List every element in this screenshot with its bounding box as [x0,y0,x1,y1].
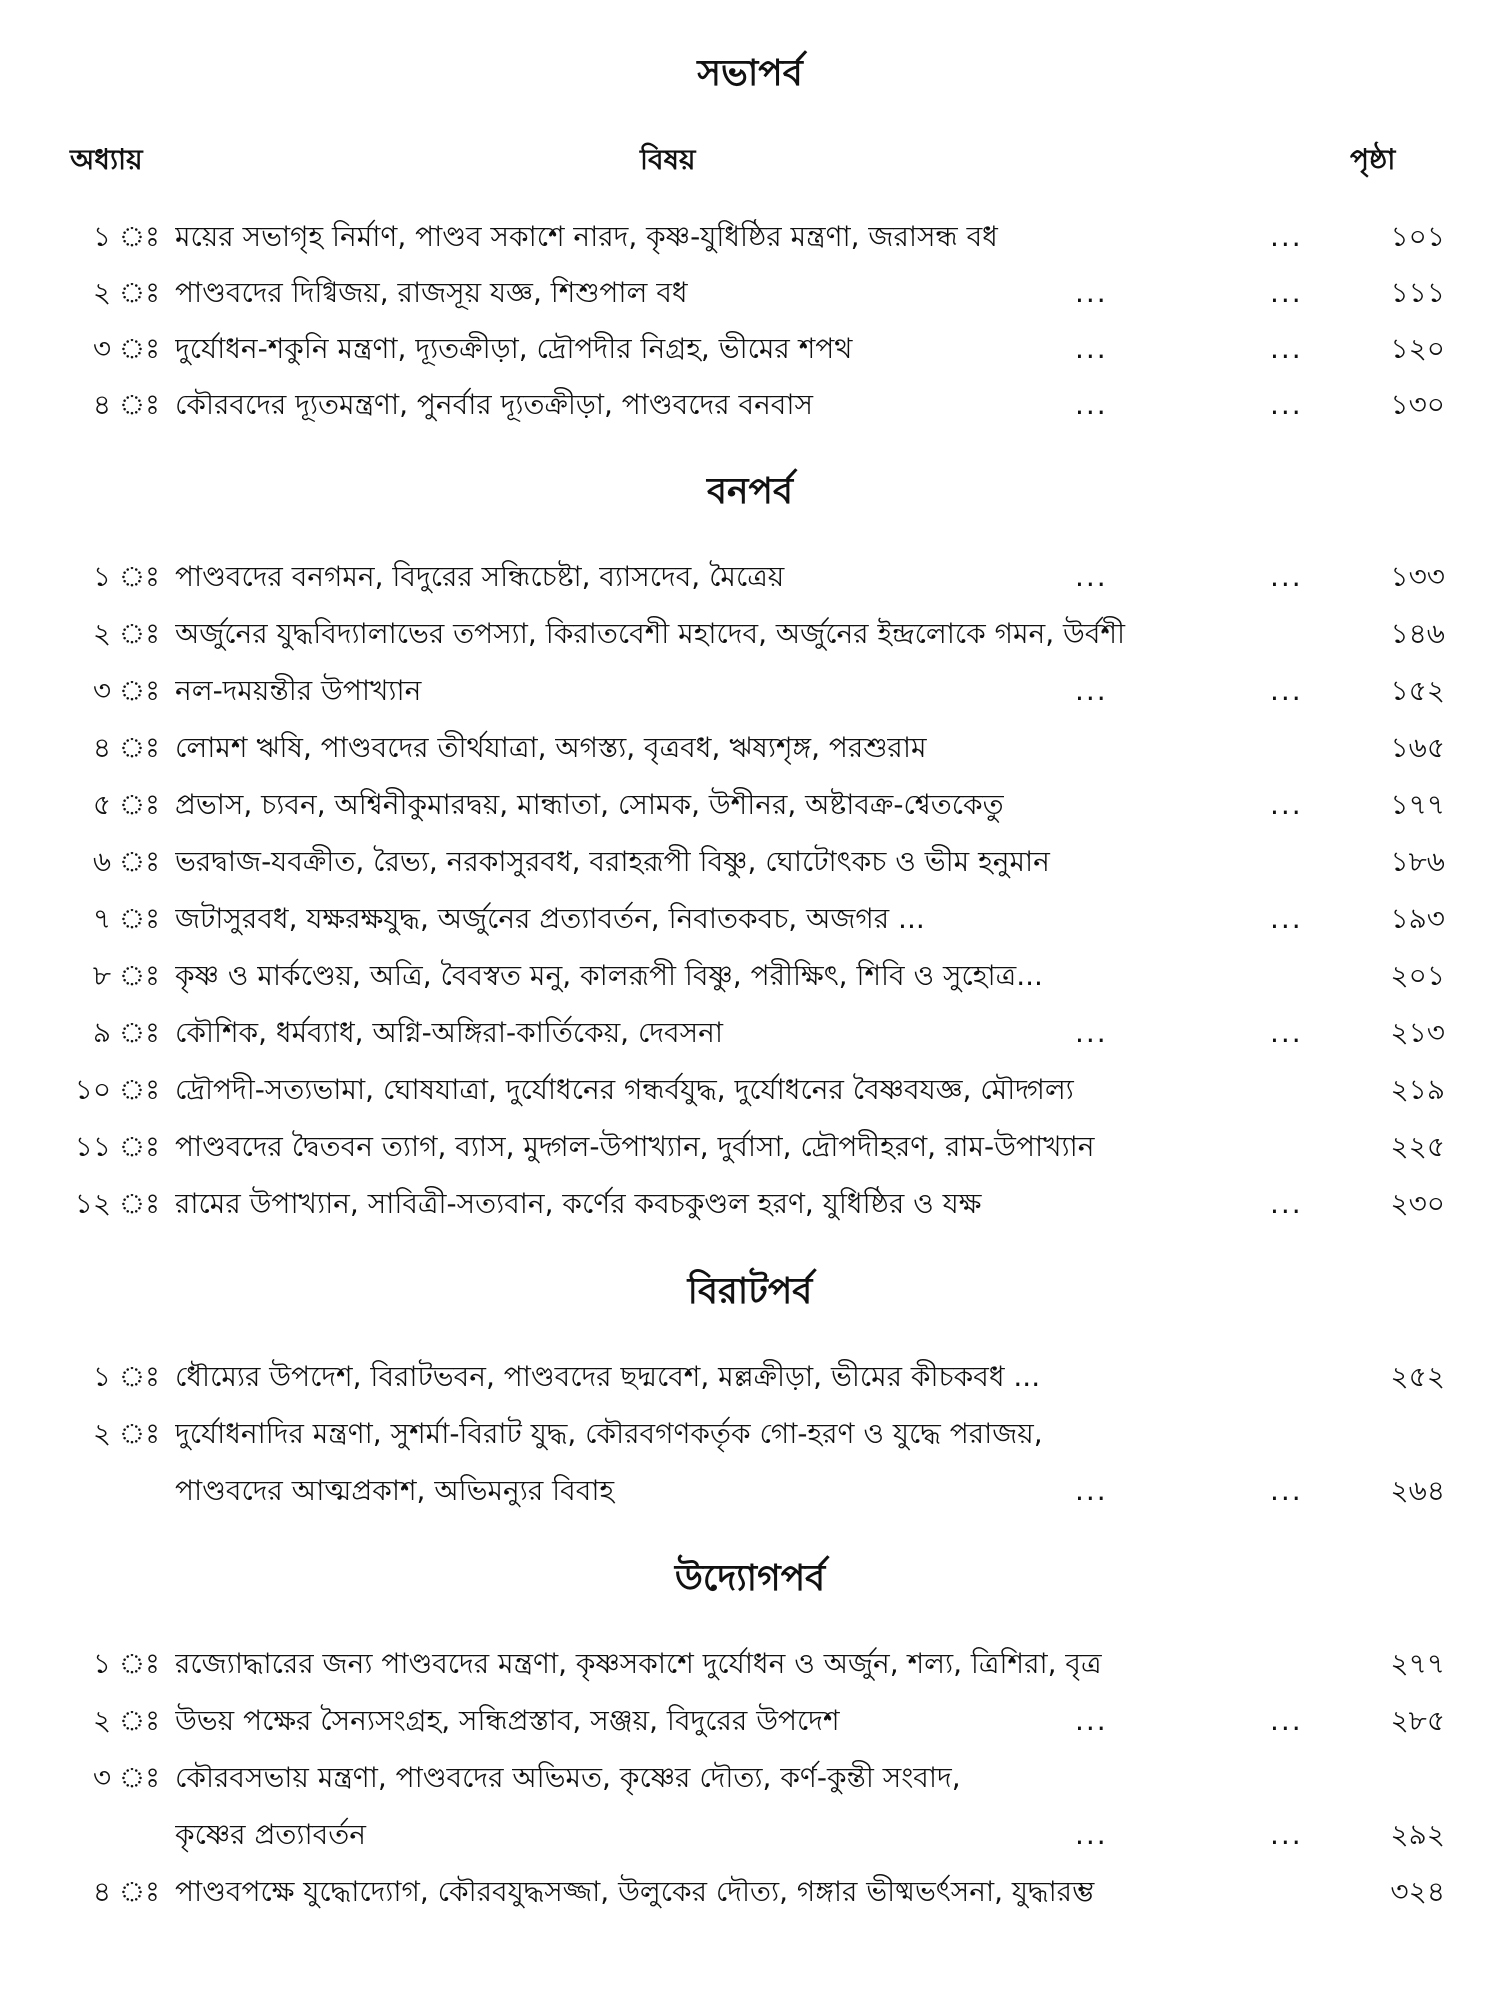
leader-dots: ... [1270,1474,1303,1507]
chapter-subject: পাণ্ডবদের দ্বৈতবন ত্যাগ, ব্যাস, মুদ্গল-উপাখ্যান, দুর্বাসা, দ্রৌপদীহরণ, রাম-উপাখ্যান [175,1130,1095,1163]
chapter-number: ৮ ঃ [92,959,160,992]
chapter-subject: প্রভাস, চ্যবন, অশ্বিনীকুমারদ্বয়, মান্ধাতা, সোমক, উশীনর, অষ্টাবক্র-শ্বেতকেতু [175,788,1004,821]
chapter-subject: ধৌম্যের উপদেশ, বিরাটভবন, পাণ্ডবদের ছদ্মবেশ, মল্লক্রীড়া, ভীমের কীচকবধ ... [175,1360,1041,1393]
leader-dots: ... [1270,220,1303,253]
page-number: ২০১ [1390,959,1445,992]
page-number: ১০১ [1390,220,1445,253]
leader-dots: ... [1270,788,1303,821]
chapter-number: ১ ঃ [92,1647,160,1680]
page-number: ১৭৭ [1390,788,1445,821]
chapter-subject: কৌশিক, ধর্মব্যাধ, অগ্নি-অঙ্গিরা-কার্তিকেয়, দেবসনা [175,1016,723,1049]
chapter-number: ৬ ঃ [92,845,160,878]
page-number: ২২৫ [1390,1130,1445,1163]
leader-dots: ... [1270,1187,1303,1220]
chapter-number: ৪ ঃ [92,1875,160,1908]
toc-entry-continuation [0,1466,1500,1516]
chapter-number: ৯ ঃ [92,1016,160,1049]
toc-entry [0,723,1500,773]
leader-dots: ... [1075,276,1108,309]
leader-dots: ... [1075,332,1108,365]
chapter-number: ৪ ঃ [92,731,160,764]
toc-entry [0,894,1500,944]
chapter-number: ৩ ঃ [92,1761,160,1794]
chapter-subject: ভরদ্বাজ-যবক্রীত, রৈভ্য, নরকাসুরবধ, বরাহরূপী বিষ্ণু, ঘোটোৎকচ ও ভীম হনুমান [175,845,1050,878]
chapter-subject: লোমশ ঋষি, পাণ্ডবদের তীর্থযাত্রা, অগস্ত্য, বৃত্রবধ, ঋষ্যশৃঙ্গ, পরশুরাম [175,731,927,764]
page-number: ২১৯ [1390,1073,1445,1106]
leader-dots: ... [1270,674,1303,707]
chapter-number: ৩ ঃ [92,674,160,707]
chapter-subject: রজ্যোদ্ধারের জন্য পাণ্ডবদের মন্ত্রণা, কৃষ্ণসকাশে দুর্যোধন ও অর্জুন, শল্য, ত্রিশিরা, বৃত্র [175,1647,1102,1680]
chapter-number: ২ ঃ [92,617,160,650]
toc-entry [0,324,1500,374]
page-number: ১৬৫ [1390,731,1445,764]
toc-entry [0,1352,1500,1402]
toc-entry [0,780,1500,830]
toc-entry [0,1753,1500,1803]
chapter-number: ১ ঃ [92,220,160,253]
page-number: ১৩৩ [1390,560,1445,593]
chapter-subject: দ্রৌপদী-সত্যভামা, ঘোষযাত্রা, দুর্যোধনের গন্ধর্বযুদ্ধ, দুর্যোধনের বৈষ্ণবযজ্ঞ, মৌদ্গল্য [175,1073,1074,1106]
page-number: ২৮৫ [1390,1704,1445,1737]
chapter-subject: পাণ্ডবদের বনগমন, বিদুরের সন্ধিচেষ্টা, ব্যাসদেব, মৈত্রেয় [175,560,785,593]
chapter-number: ১১ ঃ [74,1130,160,1163]
chapter-number: ৭ ঃ [92,902,160,935]
chapter-subject: কৃষ্ণ ও মার্কণ্ডেয়, অত্রি, বৈবস্বত মনু, কালরূপী বিষ্ণু, পরীক্ষিৎ, শিবি ও সুহোত্র... [175,959,1043,992]
page-number: ২৫২ [1390,1360,1445,1393]
chapter-subject: জটাসুরবধ, যক্ষরক্ষযুদ্ধ, অর্জুনের প্রত্যাবর্তন, নিবাতকবচ, অজগর ... [175,902,925,935]
page-number: ১৪৬ [1390,617,1445,650]
chapter-subject: কৌরবদের দ্যূতমন্ত্রণা, পুনর্বার দ্যূতক্রীড়া, পাণ্ডবদের বনবাস [175,388,813,421]
chapter-subject: পাণ্ডবপক্ষে যুদ্ধোদ্যোগ, কৌরবযুদ্ধসজ্জা, উলুকের দৌত্য, গঙ্গার ভীষ্মভর্ৎসনা, যুদ্ধারম্ভ [175,1875,1095,1908]
section-title-udyogaparva: উদ্যোগপর্ব [674,1558,826,1599]
leader-dots: ... [1270,1818,1303,1851]
chapter-subject: ময়ের সভাগৃহ নির্মাণ, পাণ্ডব সকাশে নারদ, কৃষ্ণ-যুধিষ্ঠির মন্ত্রণা, জরাসন্ধ বধ [175,220,998,253]
column-header-chapter: অধ্যায় [70,143,143,176]
leader-dots: ... [1075,1016,1108,1049]
leader-dots: ... [1075,1474,1108,1507]
toc-entry [0,1122,1500,1172]
leader-dots: ... [1270,1016,1303,1049]
toc-entry [0,552,1500,602]
page-number: ২৯২ [1390,1818,1445,1851]
chapter-subject: কৃষ্ণের প্রত্যাবর্তন [175,1818,366,1851]
chapter-subject: কৌরবসভায় মন্ত্রণা, পাণ্ডবদের অভিমত, কৃষ্ণের দৌত্য, কর্ণ-কুন্তী সংবাদ, [175,1761,961,1794]
toc-entry [0,837,1500,887]
page-number: ১২০ [1390,332,1445,365]
page-number: ৩২৪ [1390,1875,1445,1908]
leader-dots: ... [1270,332,1303,365]
chapter-subject: দুর্যোধনাদির মন্ত্রণা, সুশর্মা-বিরাট যুদ্ধ, কৌরবগণকর্তৃক গো-হরণ ও যুদ্ধে পরাজয়, [175,1417,1043,1450]
toc-entry [0,268,1500,318]
chapter-number: ৩ ঃ [92,332,160,365]
leader-dots: ... [1075,560,1108,593]
toc-entry [0,1696,1500,1746]
chapter-subject: রামের উপাখ্যান, সাবিত্রী-সত্যবান, কর্ণের কবচকুণ্ডল হরণ, যুধিষ্ঠির ও যক্ষ [175,1187,982,1220]
leader-dots: ... [1075,388,1108,421]
leader-dots: ... [1075,1704,1108,1737]
page-number: ২১৩ [1390,1016,1445,1049]
page-number: ২৭৭ [1390,1647,1445,1680]
chapter-subject: দুর্যোধন-শকুনি মন্ত্রণা, দ্যূতক্রীড়া, দ্রৌপদীর নিগ্রহ, ভীমের শপথ [175,332,853,365]
chapter-number: ২ ঃ [92,1704,160,1737]
page-number: ১৩০ [1390,388,1445,421]
chapter-subject: অর্জুনের যুদ্ধবিদ্যালাভের তপস্যা, কিরাতবেশী মহাদেব, অর্জুনের ইন্দ্রলোকে গমন, উর্বশী [175,617,1126,650]
page-number: ২৬৪ [1390,1474,1445,1507]
chapter-number: ৪ ঃ [92,388,160,421]
toc-entry [0,951,1500,1001]
toc-entry [0,666,1500,716]
section-title-banaparva: বনপর্ব [707,471,793,512]
toc-entry [0,380,1500,430]
chapter-number: ১০ ঃ [74,1073,160,1106]
toc-entry [0,609,1500,659]
chapter-number: ২ ঃ [92,276,160,309]
chapter-number: ১ ঃ [92,1360,160,1393]
chapter-number: ৫ ঃ [92,788,160,821]
column-header-page: পৃষ্ঠা [1350,143,1396,176]
chapter-number: ১২ ঃ [74,1187,160,1220]
toc-entry-continuation [0,1810,1500,1860]
toc-entry [0,212,1500,262]
chapter-subject: নল-দময়ন্তীর উপাখ্যান [175,674,422,707]
leader-dots: ... [1075,1818,1108,1851]
section-title-sabhaparva: সভাপর্ব [697,53,803,94]
column-header-subject: বিষয় [640,143,696,176]
section-title-virataparva: বিরাটপর্ব [687,1271,813,1312]
page-number: ১১১ [1390,276,1445,309]
toc-entry [0,1639,1500,1689]
page-number: ১৯৩ [1390,902,1445,935]
leader-dots: ... [1270,276,1303,309]
chapter-subject: পাণ্ডবদের আত্মপ্রকাশ, অভিমন্যুর বিবাহ [175,1474,615,1507]
page-number: ১৮৬ [1390,845,1445,878]
chapter-number: ১ ঃ [92,560,160,593]
leader-dots: ... [1270,1704,1303,1737]
toc-entry [0,1179,1500,1229]
page-number: ১৫২ [1390,674,1445,707]
leader-dots: ... [1270,902,1303,935]
leader-dots: ... [1270,388,1303,421]
leader-dots: ... [1075,674,1108,707]
toc-entry [0,1867,1500,1917]
chapter-subject: উভয় পক্ষের সৈন্যসংগ্রহ, সন্ধিপ্রস্তাব, সঞ্জয়, বিদুরের উপদেশ [175,1704,840,1737]
toc-entry [0,1008,1500,1058]
page-number: ২৩০ [1390,1187,1445,1220]
toc-entry [0,1065,1500,1115]
leader-dots: ... [1270,560,1303,593]
chapter-subject: পাণ্ডবদের দিগ্বিজয়, রাজসূয় যজ্ঞ, শিশুপাল বধ [175,276,688,309]
toc-entry [0,1409,1500,1459]
chapter-number: ২ ঃ [92,1417,160,1450]
